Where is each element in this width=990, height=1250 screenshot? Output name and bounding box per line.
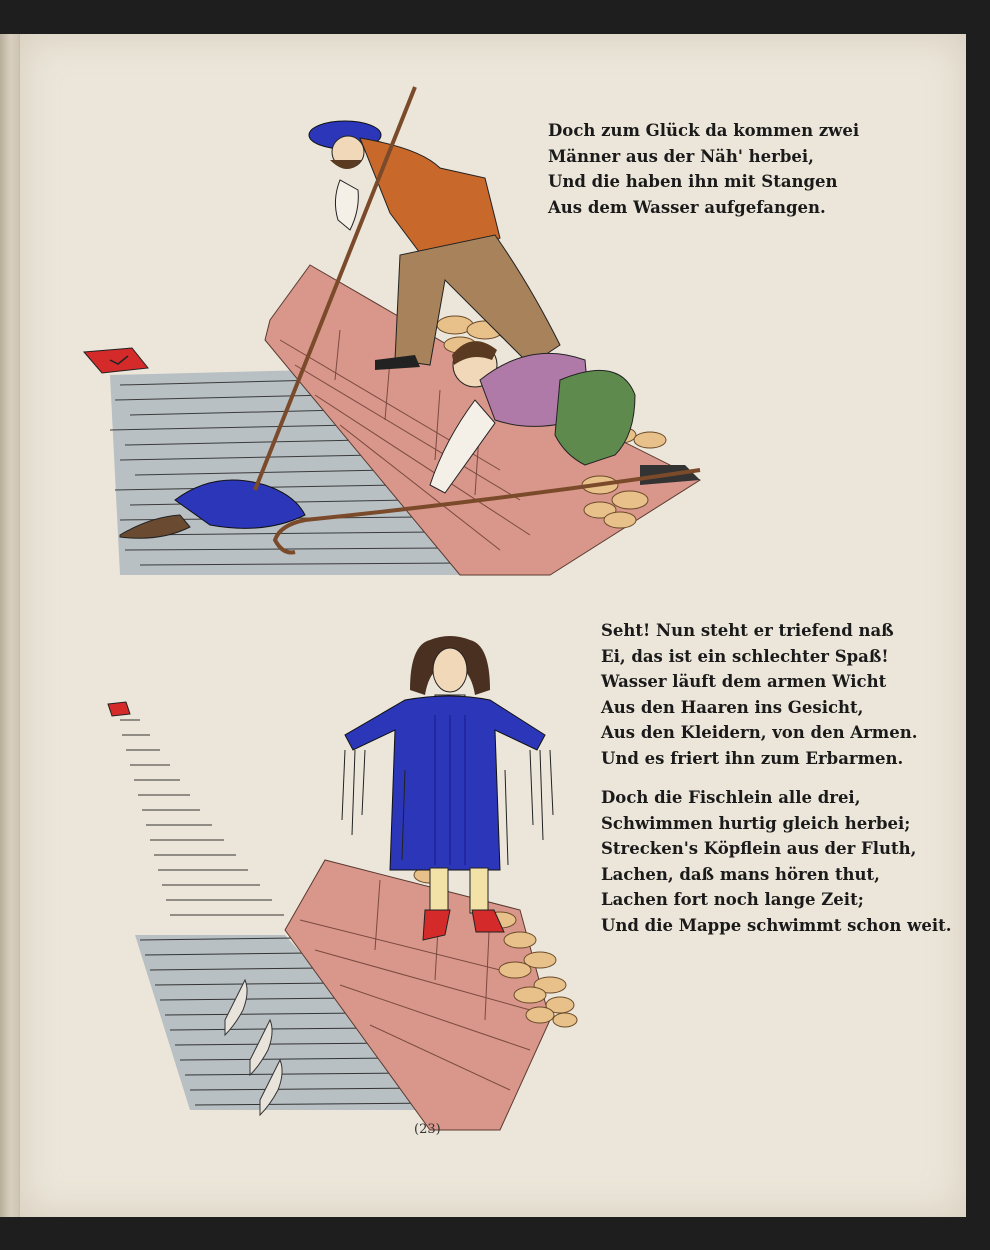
verse-top (548, 118, 859, 220)
stanza-one (601, 618, 952, 771)
page-number: (23) (414, 1122, 441, 1137)
verse-line: Schwimmen hurtig gleich herbei; (601, 813, 911, 833)
verse-line: Strecken's Köpflein aus der Fluth, (601, 839, 917, 858)
verse-bottom (601, 618, 952, 952)
verse-line: Doch die Fischlein alle drei, (601, 788, 861, 807)
verse-line: Lachen fort noch lange Zeit; (601, 890, 864, 909)
verse-line: Doch zum Glück da kommen zwei (548, 121, 860, 140)
verse-line: Lachen, daß mans hören thut, (601, 864, 880, 884)
dripping-boy-illustration (100, 620, 600, 1140)
verse-line: Aus dem Wasser aufgefangen. (548, 197, 826, 217)
verse-line: Aus den Haaren ins Gesicht, (601, 697, 864, 717)
water-wake (120, 720, 284, 915)
verse-line: Männer aus der Näh' herbei, (548, 146, 814, 166)
red-book (84, 348, 148, 373)
floating-satchel (108, 702, 130, 716)
verse-line: Aus den Kleidern, von den Armen. (601, 723, 918, 742)
verse-line: Und die haben ihn mit Stangen (548, 172, 838, 191)
verse-line: Und es friert ihn zum Erbarmen. (601, 748, 904, 768)
verse-line: Ei, das ist ein schlechter Spaß! (601, 646, 889, 666)
verse-line: Wasser läuft dem armen Wicht (601, 672, 887, 691)
verse-line: Und die Mappe schwimmt schon weit. (601, 915, 952, 935)
stanza-two (601, 785, 952, 938)
verse-line: Seht! Nun steht er triefend naß (601, 621, 894, 640)
